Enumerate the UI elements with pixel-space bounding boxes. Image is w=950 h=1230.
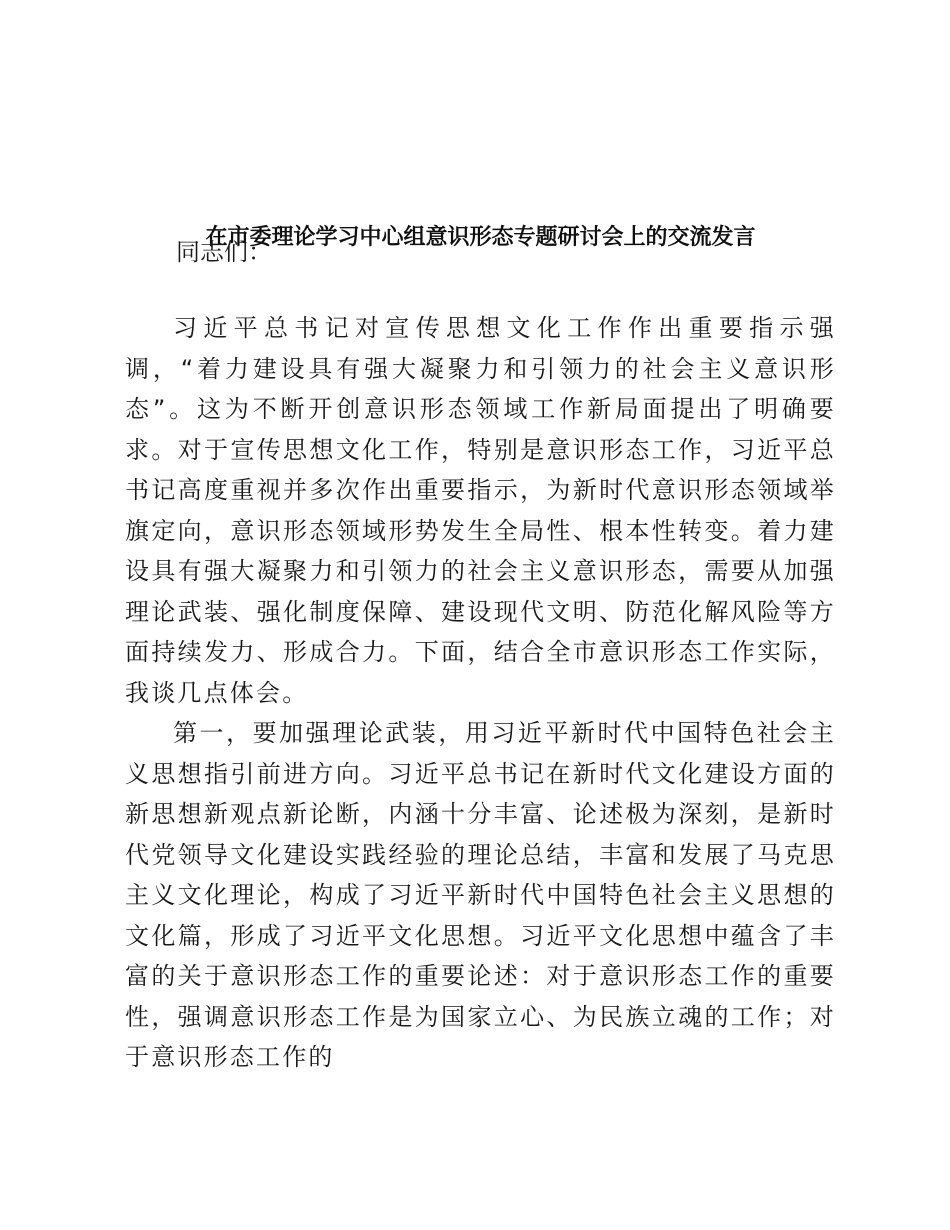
- document-body: [125, 308, 836, 1078]
- paragraph-intro: 习近平总书记对宣传思想文化工作作出重要指示强调，“着力建设具有强大凝聚力和引领力的社会主义意识形态”。这为不断开创意识形态领域工作新局面提出了明确要求。对于宣传思想文化工作，特别是意识形态工作，习近平总书记高度重视并多次作出重要指示，为新时代意识形态领域举旗定向，意识形态领域形势发生全局性、根本性转变。着力建设具有强大凝聚力和引领力的社会主义意识形态，需要从加强理论武装、强化制度保障、建设现代文明、防范化解风险等方面持续发力、形成合力。下面，结合全市意识形态工作实际，我谈几点体会。: [125, 314, 836, 707]
- document-title: 在市委理论学习中心组意识形态专题研讨会上的交流发言: [205, 224, 756, 250]
- paragraph-first-point: 第一，要加强理论武装，用习近平新时代中国特色社会主义思想指引前进方向。习近平总书记在新时代文化建设方面的新思想新观点新论断，内涵十分丰富、论述极为深刻，是新时代党领导文化建设实践经验的理论总结，丰富和发展了马克思主义文化理论，构成了习近平新时代中国特色社会主义思想的文化篇，形成了习近平文化思想。习近平文化思想中蕴含了丰富的关于意识形态工作的重要论述：对于意识形态工作的重要性，强调意识形态工作是为国家立心、为民族立魂的工作；对于意识形态工作的: [125, 719, 836, 1071]
- greeting: 同志们：: [176, 238, 272, 266]
